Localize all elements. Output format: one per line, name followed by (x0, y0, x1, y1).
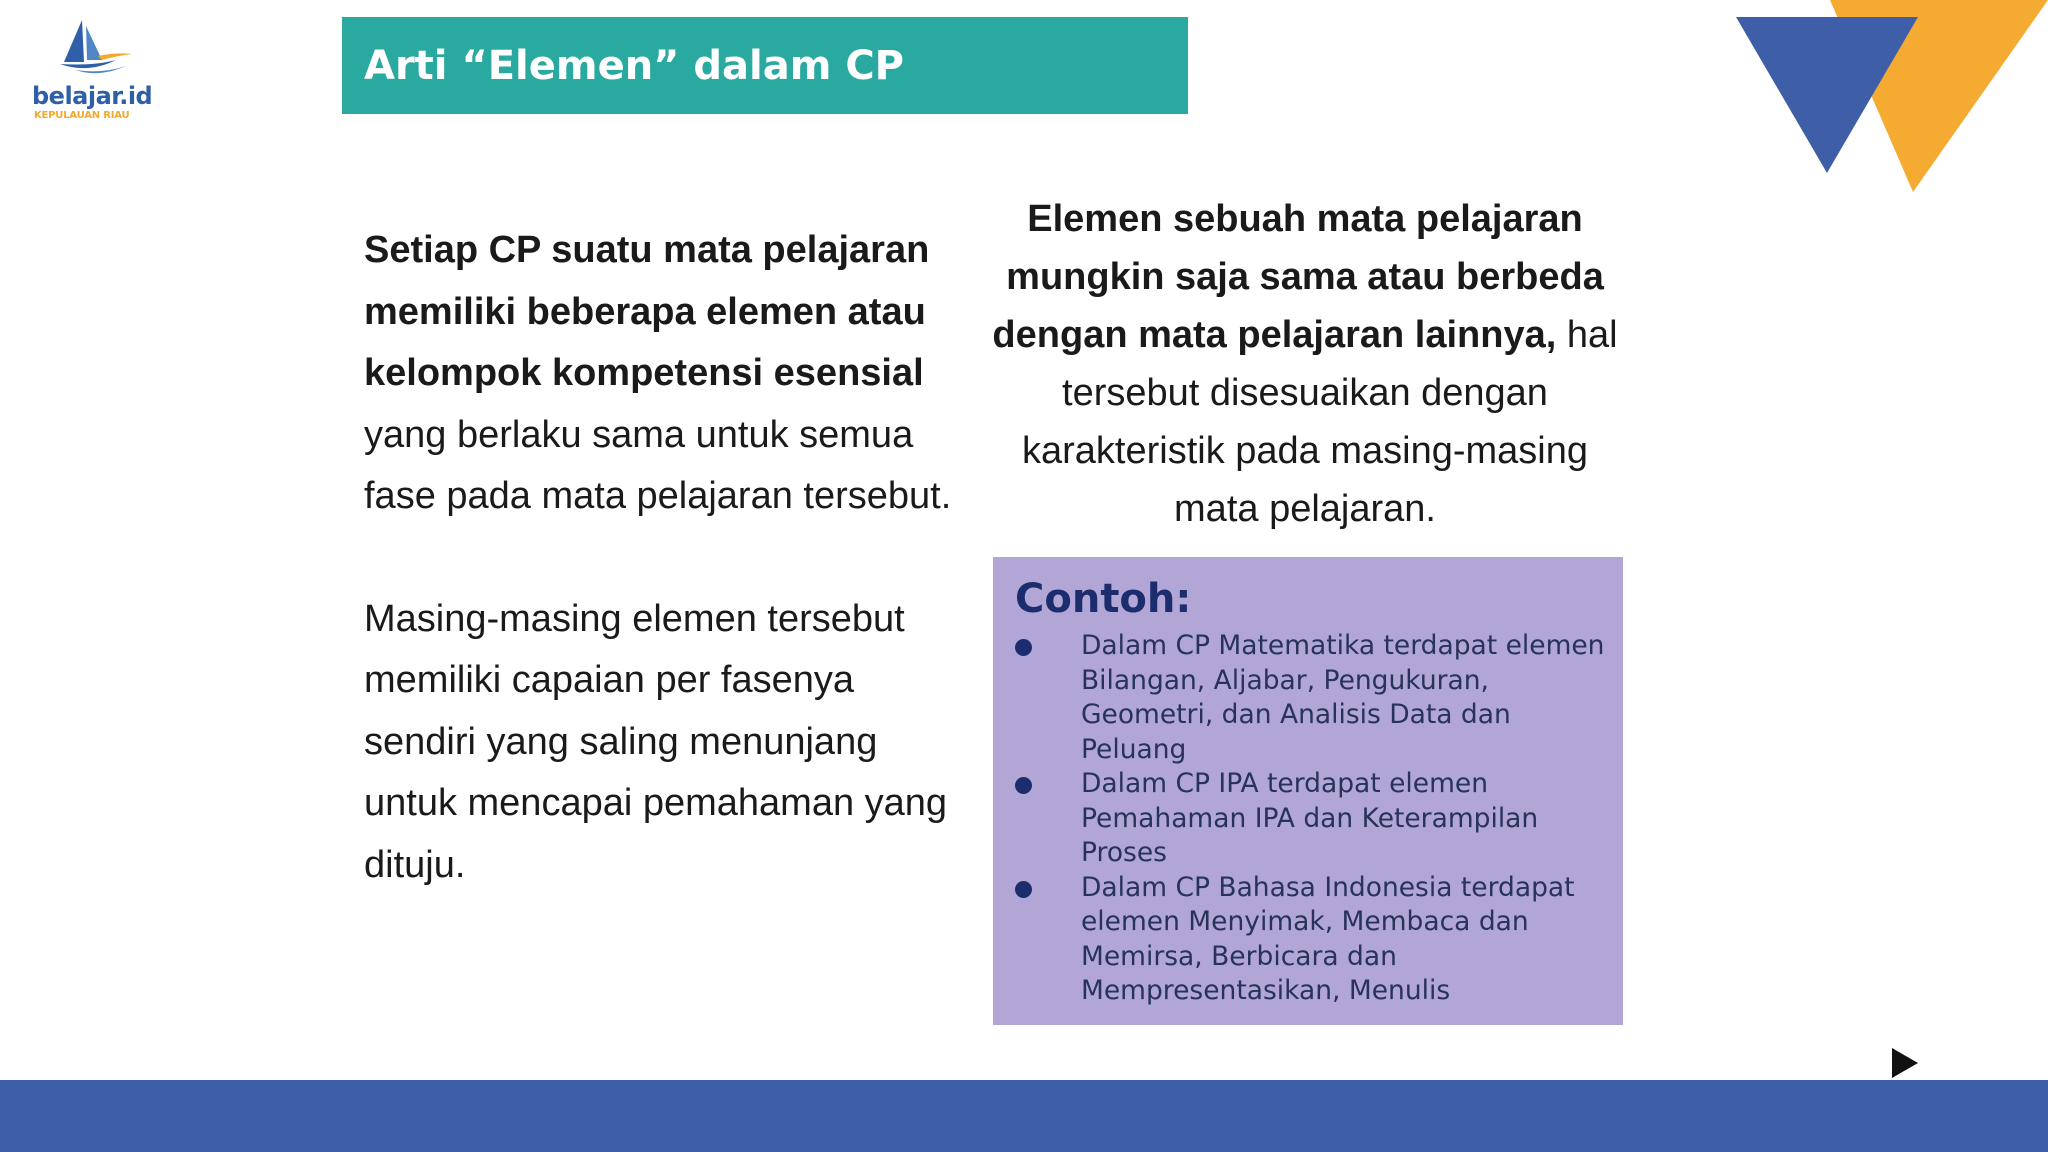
example-box (993, 557, 1623, 1025)
left-paragraph-2: Masing-masing elemen tersebut memiliki capaian per fasenya sendiri yang saling menunjang untuk mencapai pemahaman yang dituju. (364, 597, 948, 886)
play-icon[interactable] (1890, 1046, 1920, 1080)
example-item-text: Dalam CP Bahasa Indonesia terdapat elemen Menyimak, Membaca dan Memirsa, Berbicara dan Mempresentasikan, Menulis (1081, 871, 1575, 1006)
example-item-text: Dalam CP Matematika terdapat elemen Bilangan, Aljabar, Pengukuran, Geometri, dan Analisis Data dan Peluang (1081, 630, 1605, 765)
slide-title: Arti “Elemen” dalam CP (364, 42, 904, 89)
bullet-icon (1015, 881, 1032, 898)
bullet-icon (1015, 639, 1032, 656)
example-title: Contoh: (1015, 576, 1192, 622)
left-column (364, 220, 964, 896)
decorative-triangles (1730, 0, 2048, 200)
title-banner (342, 17, 1188, 114)
example-item-text: Dalam CP IPA terdapat elemen Pemahaman IPA dan Keterampilan Proses (1081, 768, 1539, 868)
sailboat-logo-icon (58, 16, 138, 80)
footer-bar (0, 1080, 2048, 1152)
left-paragraph-1-rest: yang berlaku sama untuk semua fase pada mata pelajaran tersebut. (364, 413, 952, 517)
bullet-icon (1015, 777, 1032, 794)
logo-subtitle: KEPULAUAN RIAU (34, 110, 130, 121)
right-column (985, 190, 1625, 538)
example-item (1015, 871, 1623, 1009)
example-item (1015, 629, 1623, 767)
logo-name: belajar.id (32, 82, 153, 110)
left-paragraph-1-bold: Setiap CP suatu mata pelajaran memiliki beberapa elemen atau kelompok kompetensi esensial (364, 229, 930, 394)
right-paragraph-bold: Elemen sebuah mata pelajaran mungkin saja sama atau berbeda dengan mata pelajaran lainnya, (992, 198, 1604, 356)
example-item (1015, 767, 1623, 871)
right-paragraph-rest: hal tersebut disesuaikan dengan karakteristik pada masing-masing mata pelajaran. (1021, 314, 1618, 530)
belajar-id-logo (28, 16, 160, 128)
left-paragraph-1 (364, 220, 964, 528)
